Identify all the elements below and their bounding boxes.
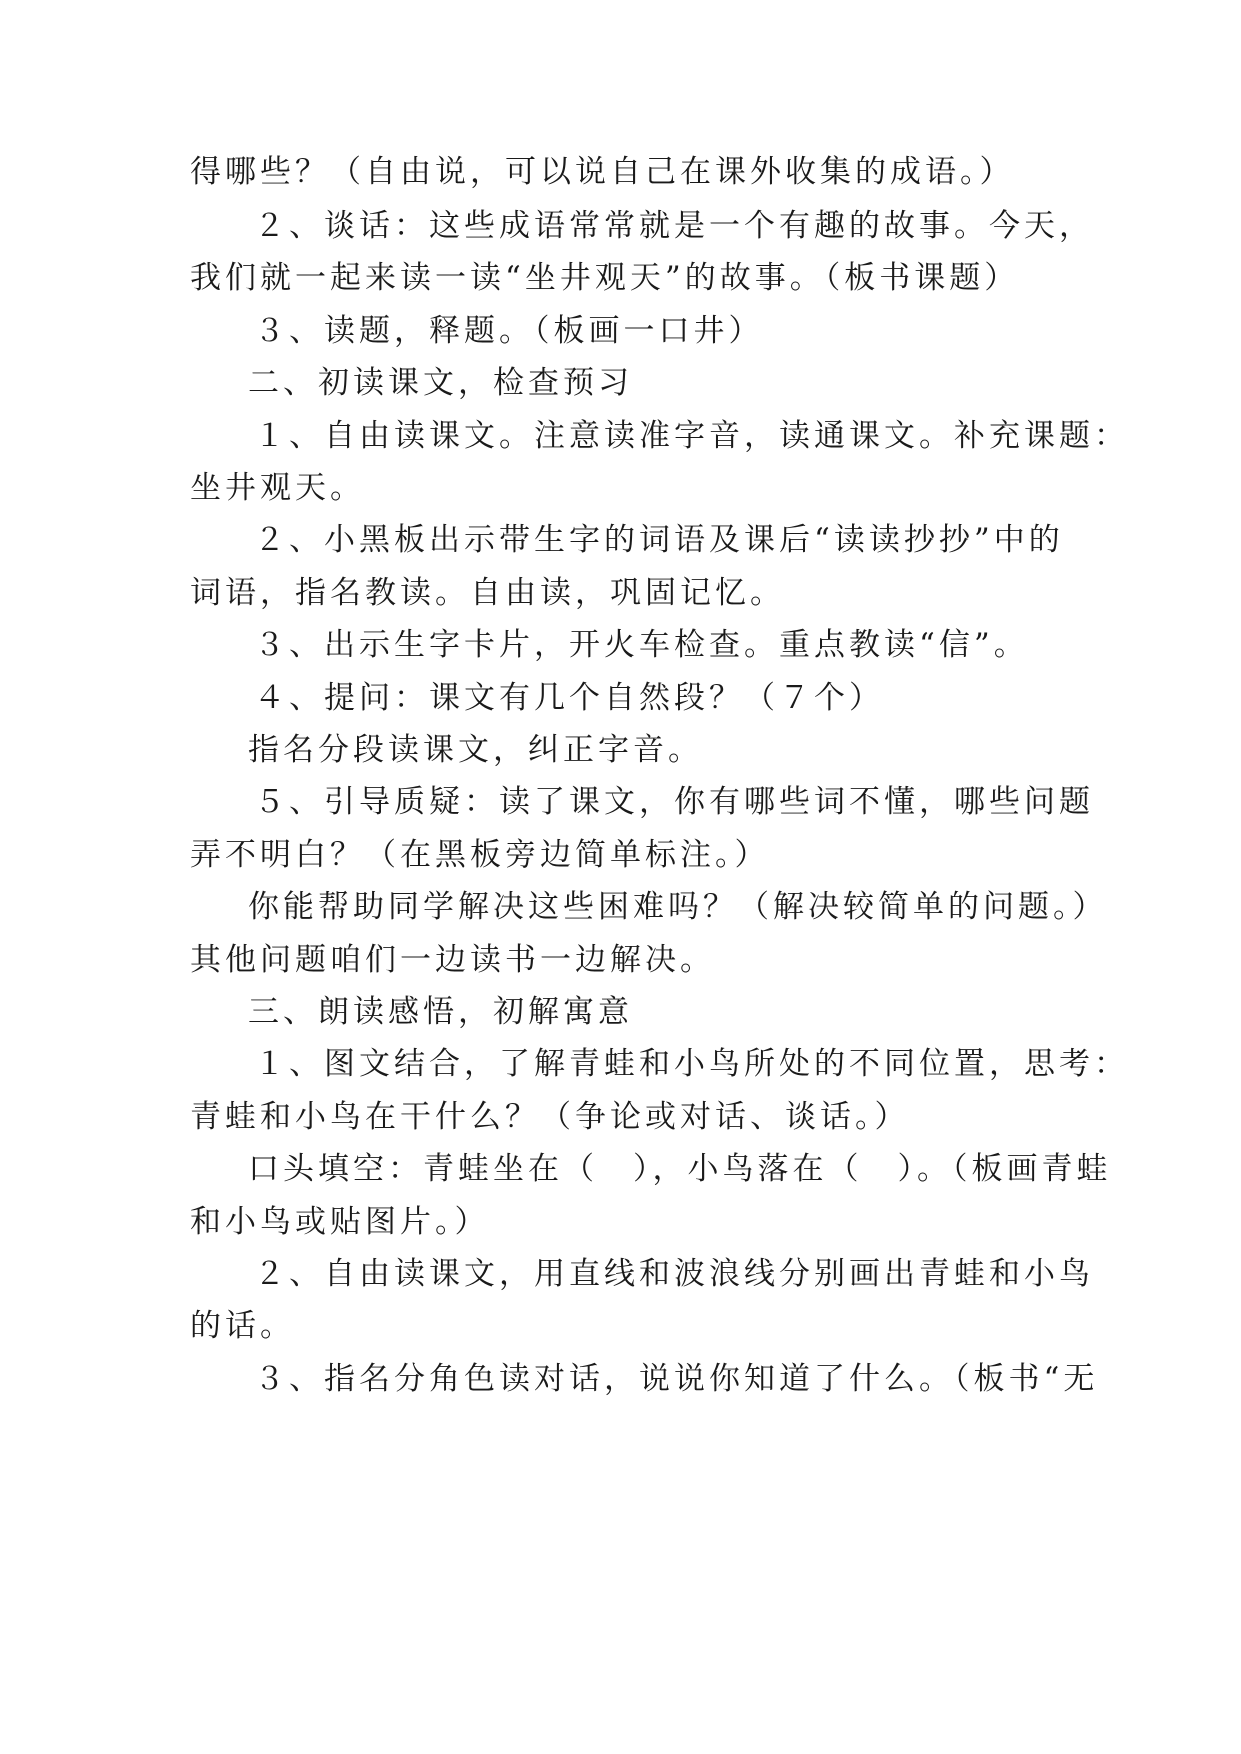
text-line: 指名分段读课文，纠正字音。 [248, 732, 703, 768]
text-line: １、图文结合，了解青蛙和小鸟所处的不同位置，思考： [254, 1046, 1129, 1082]
text-line: ３、指名分角色读对话，说说你知道了什么。（板书“无 [254, 1361, 1099, 1397]
text-line: ２、自由读课文，用直线和波浪线分别画出青蛙和小鸟 [254, 1256, 1094, 1292]
text-line: 词语，指名教读。自由读，巩固记忆。 [190, 575, 785, 611]
text-line: 弄不明白？（在黑板旁边简单标注。） [190, 837, 770, 873]
text-line: ５、引导质疑：读了课文，你有哪些词不懂，哪些问题 [254, 784, 1094, 820]
text-line: ４、提问：课文有几个自然段？（７个） [254, 680, 884, 716]
text-line: ３、出示生字卡片，开火车检查。重点教读“信”。 [254, 627, 1029, 663]
text-line: 坐井观天。 [190, 470, 365, 506]
text-line: ２、小黑板出示带生字的词语及课后“读读抄抄”中的 [254, 522, 1064, 558]
text-line: 的话。 [190, 1308, 295, 1344]
section-heading: 二、初读课文，检查预习 [248, 365, 633, 401]
text-line: ３、读题，释题。（板画一口井） [254, 313, 764, 349]
text-line: 你能帮助同学解决这些困难吗？（解决较简单的问题。） [248, 889, 1108, 925]
text-line: ２、谈话：这些成语常常就是一个有趣的故事。今天， [254, 208, 1094, 244]
text-line: 和小鸟或贴图片。） [190, 1204, 490, 1240]
text-line: 青蛙和小鸟在干什么？（争论或对话、谈话。） [190, 1099, 910, 1135]
text-line: １、自由读课文。注意读准字音，读通课文。补充课题： [254, 418, 1129, 454]
text-line: 得哪些？（自由说，可以说自己在课外收集的成语。） [190, 154, 1015, 190]
section-heading: 三、朗读感悟，初解寓意 [248, 994, 633, 1030]
text-line: 口头填空：青蛙坐在（ ），小鸟落在（ ）。（板画青蛙 [248, 1151, 1112, 1187]
text-line: 我们就一起来读一读“坐井观天”的故事。（板书课题） [190, 260, 1020, 296]
text-line: 其他问题咱们一边读书一边解决。 [190, 942, 715, 978]
